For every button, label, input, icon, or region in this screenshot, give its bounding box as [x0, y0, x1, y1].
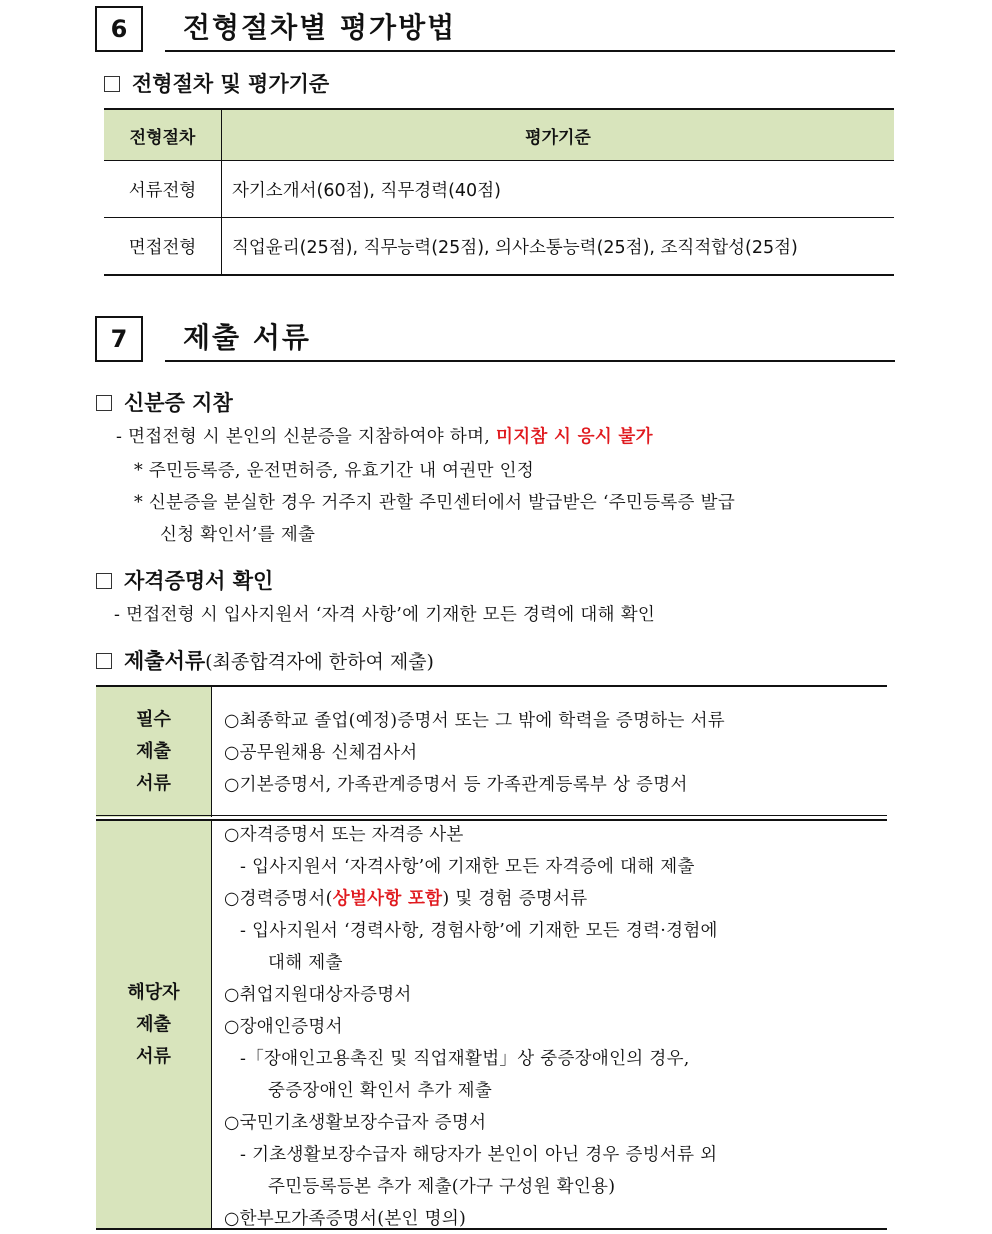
- table-row: [104, 218, 894, 276]
- id-note-2-cont: 신청 확인서’를 제출: [160, 525, 316, 545]
- section-number: 6: [95, 6, 143, 52]
- cell-criteria: 자기소개서(60점), 직무경력(40점): [222, 161, 895, 218]
- highlight-text: 상벌사항 포함: [332, 889, 443, 909]
- checkbox-square-icon: [96, 653, 112, 669]
- id-requirement-line: - 면접전형 시 본인의 신분증을 지참하여야 하며, 미지참 시 응시 불가: [116, 427, 653, 447]
- required-docs-table: [96, 685, 887, 817]
- section-number: 7: [95, 316, 143, 362]
- list-item: ○장애인증명서: [224, 1017, 343, 1037]
- list-subitem: - 기초생활보장수급자 해당자가 본인이 아닌 경우 증빙서류 외: [240, 1145, 718, 1165]
- cert-line: - 면접전형 시 입사지원서 ‘자격 사항’에 기재한 모든 경력에 대해 확인: [114, 605, 656, 625]
- required-docs-label: 필수 제출 서류: [96, 687, 212, 817]
- list-subitem: - 입사지원서 ‘자격사항’에 기재한 모든 자격증에 대해 제출: [240, 857, 695, 877]
- list-item: ○기본증명서, 가족관계증명서 등 가족관계등록부 상 증명서: [224, 775, 688, 795]
- list-subitem: - 입사지원서 ‘경력사항, 경험사항’에 기재한 모든 경력·경험에: [240, 921, 718, 941]
- cell-stage: 서류전형: [104, 161, 222, 218]
- list-subitem-cont: 중증장애인 확인서 추가 제출: [268, 1081, 493, 1101]
- id-note-1: * 주민등록증, 운전면허증, 유효기간 내 여권만 인정: [134, 461, 535, 481]
- list-item: ○취업지원대상자증명서: [224, 985, 412, 1005]
- header-stage: 전형절차: [104, 109, 222, 161]
- section-6-header: [95, 6, 895, 54]
- list-item: ○자격증명서 또는 자격증 사본: [224, 825, 464, 845]
- list-item: ○경력증명서(상벌사항 포함) 및 경험 증명서류: [224, 889, 588, 909]
- list-item: ○최종학교 졸업(예정)증명서 또는 그 밖에 학력을 증명하는 서류: [224, 711, 725, 731]
- section-title: 전형절차별 평가방법: [165, 6, 895, 52]
- cell-criteria: 직업윤리(25점), 직무능력(25점), 의사소통능력(25점), 조직적합성(25점): [222, 218, 895, 276]
- section-title: 제출 서류: [165, 316, 895, 362]
- header-criteria: 평가기준: [222, 109, 895, 161]
- list-subitem-cont: 주민등록등본 추가 제출(가구 구성원 확인용): [268, 1177, 616, 1197]
- checkbox-square-icon: [96, 395, 112, 411]
- cell-stage: 면접전형: [104, 218, 222, 276]
- subheading-cert: 자격증명서 확인: [96, 565, 273, 595]
- id-note-2: * 신분증을 분실한 경우 거주지 관할 주민센터에서 발급받은 ‘주민등록증 발급: [134, 493, 736, 513]
- section-7-header: [95, 316, 895, 364]
- subheading-evaluation: 전형절차 및 평가기준: [104, 68, 329, 98]
- checkbox-square-icon: [96, 573, 112, 589]
- subheading-id: 신분증 지참: [96, 387, 233, 417]
- table-row: [104, 161, 894, 218]
- checkbox-square-icon: [104, 76, 120, 92]
- list-subitem: -「장애인고용촉진 및 직업재활법」상 중증장애인의 경우,: [240, 1049, 690, 1069]
- applicable-docs-table: [96, 821, 887, 1230]
- list-item: ○국민기초생활보장수급자 증명서: [224, 1113, 487, 1133]
- list-item: ○한부모가족증명서(본인 명의): [224, 1209, 467, 1229]
- evaluation-table: [104, 108, 894, 276]
- list-item: ○공무원채용 신체검사서: [224, 743, 418, 763]
- list-subitem-cont: 대해 제출: [268, 953, 343, 973]
- warning-text: 미지참 시 응시 불가: [496, 427, 653, 447]
- applicable-docs-label: 해당자 제출 서류: [96, 821, 212, 1228]
- subheading-docs: 제출서류(최종합격자에 한하여 제출): [96, 645, 434, 675]
- table-header-row: [104, 109, 894, 161]
